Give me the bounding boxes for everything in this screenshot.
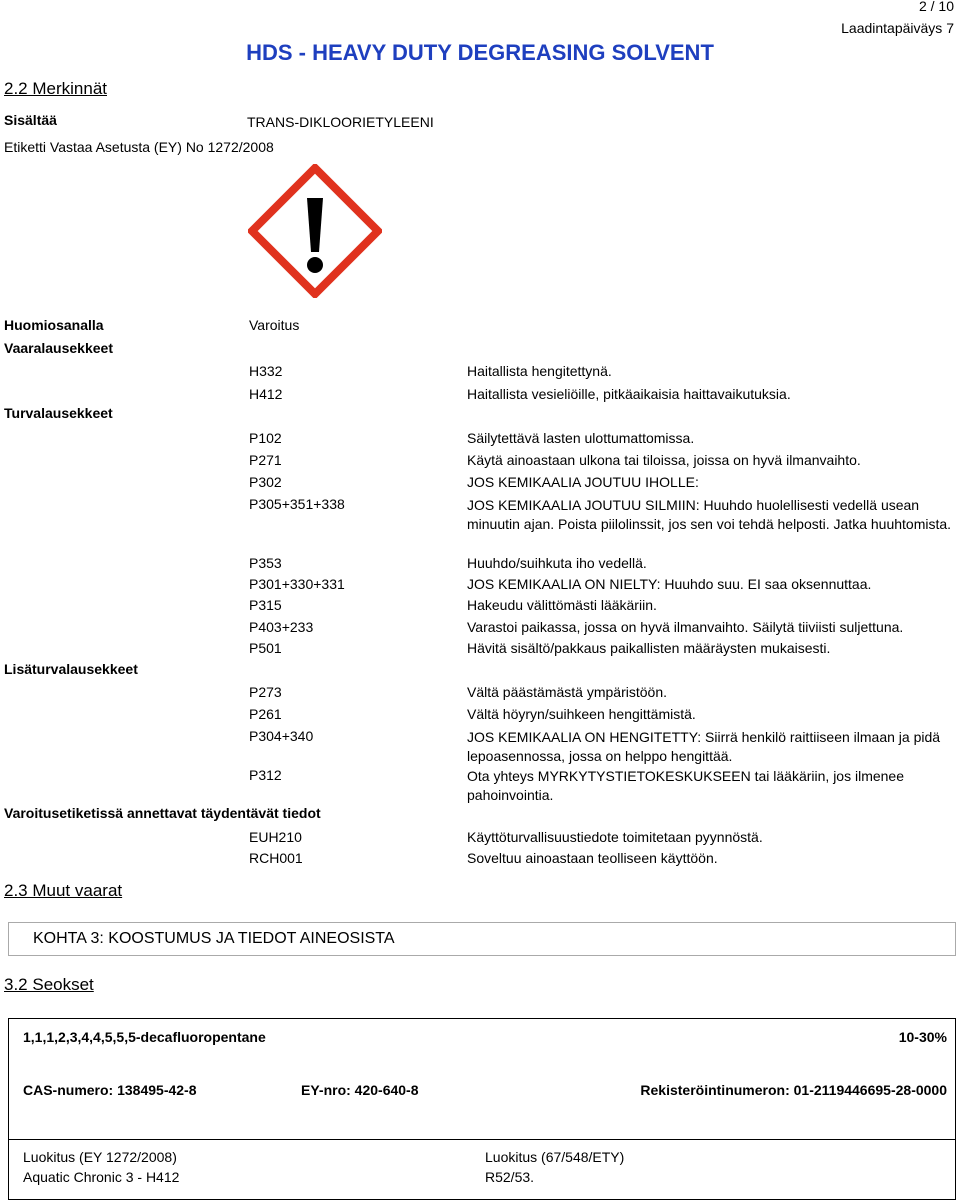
ec-number: EY-nro: 420-640-8: [301, 1082, 419, 1098]
statement-code: P273: [249, 684, 282, 700]
supplemental-statements-label: Lisäturvalausekkeet: [4, 661, 138, 677]
contains-label: Sisältää: [4, 112, 57, 128]
section-heading-2-3: 2.3 Muut vaarat: [4, 881, 123, 900]
statement-text: Varastoi paikassa, jossa on hyvä ilmanvaihto. Säilytä tiiviisti suljettuna.: [467, 619, 904, 635]
precautionary-statements-label: Turvalausekkeet: [4, 405, 113, 421]
additional-info-label: Varoitusetiketissä annettavat täydentävät tiedot: [4, 805, 321, 821]
signal-word-label: Huomiosanalla: [4, 317, 104, 333]
statement-text: JOS KEMIKAALIA JOUTUU IHOLLE:: [467, 474, 699, 490]
component-concentration: 10-30%: [898, 1029, 947, 1045]
statement-code: P302: [249, 474, 282, 490]
component-box: [8, 1018, 956, 1200]
reach-number: Rekisteröintinumeron: 01-2119446695-28-0000: [640, 1082, 947, 1098]
component-divider: [9, 1139, 955, 1140]
statement-text: Haitallista hengitettynä.: [467, 363, 612, 379]
statement-text: JOS KEMIKAALIA JOUTUU SILMIIN: Huuhdo huolellisesti vedellä usean minuutin ajan. Poista piilolinssit, jos sen voi tehdä helposti. Jatka huuhtomista.: [467, 497, 952, 532]
statement-code: P315: [249, 597, 282, 613]
statement-text: Vältä päästämästä ympäristöön.: [467, 684, 667, 700]
section-heading-3-2: 3.2 Seokset: [4, 975, 94, 994]
statement-code: P261: [249, 706, 282, 722]
component-name: 1,1,1,2,3,4,4,5,5,5-decafluoropentane: [23, 1029, 266, 1045]
statement-text: Vältä höyryn/suihkeen hengittämistä.: [467, 706, 696, 722]
statement-code: P301+330+331: [249, 576, 345, 592]
statement-code: P403+233: [249, 619, 314, 635]
document-title: HDS - HEAVY DUTY DEGREASING SOLVENT: [246, 40, 714, 65]
statement-code: P305+351+338: [249, 496, 345, 512]
statement-code: P312: [249, 767, 282, 783]
statement-text: Käyttöturvallisuustiedote toimitetaan pyynnöstä.: [467, 829, 763, 845]
classification-67-label: Luokitus (67/548/ETY): [485, 1149, 625, 1165]
statement-code: P304+340: [249, 728, 314, 744]
statement-text: Huuhdo/suihkuta iho vedellä.: [467, 555, 647, 571]
statement-code: P271: [249, 452, 282, 468]
statement-code: H412: [249, 386, 283, 402]
statement-code: P353: [249, 555, 282, 571]
statement-text: Haitallista vesieliöille, pitkäaikaisia haittavaikutuksia.: [467, 386, 791, 402]
hazard-statements-label: Vaaralausekkeet: [4, 340, 113, 356]
classification-1272-label: Luokitus (EY 1272/2008): [23, 1149, 177, 1165]
regulation-label: Etiketti Vastaa Asetusta (EY) No 1272/2008: [4, 139, 274, 155]
statement-text: Hakeudu välittömästi lääkäriin.: [467, 597, 657, 613]
classification-67-value: R52/53.: [485, 1169, 535, 1185]
statement-code: H332: [249, 363, 283, 379]
page-number: 2 / 10: [918, 0, 954, 14]
section-3-banner: [8, 922, 956, 956]
statement-text: JOS KEMIKAALIA ON NIELTY: Huuhdo suu. EI saa oksennuttaa.: [467, 576, 872, 592]
classification-1272-value: Aquatic Chronic 3 - H412: [23, 1169, 180, 1185]
statement-text: Säilytettävä lasten ulottumattomissa.: [467, 430, 695, 446]
statement-text: Ota yhteys MYRKYTYSTIETOKESKUKSEEN tai lääkäriin, jos ilmenee pahoinvointia.: [467, 768, 905, 803]
statement-code: P501: [249, 640, 282, 656]
statement-code: RCH001: [249, 850, 303, 866]
statement-text: Käytä ainoastaan ulkona tai tiloissa, joissa on hyvä ilmanvaihto.: [467, 452, 861, 468]
revision-date: Laadintapäiväys 7: [841, 20, 954, 36]
contains-value: TRANS-DIKLOORIETYLEENI: [247, 114, 434, 130]
section-3-title: KOHTA 3: KOOSTUMUS JA TIEDOT AINEOSISTA: [33, 930, 395, 947]
signal-word-value: Varoitus: [249, 317, 300, 333]
cas-number: CAS-numero: 138495-42-8: [23, 1082, 197, 1098]
statement-text: JOS KEMIKAALIA ON HENGITETTY: Siirrä henkilö raittiiseen ilmaan ja pidä lepoasennossa, jossa on helppo hengittää.: [467, 729, 941, 764]
statement-code: EUH210: [249, 829, 302, 845]
section-heading-2-2: 2.2 Merkinnät: [4, 79, 107, 98]
statement-text: Soveltuu ainoastaan teolliseen käyttöön.: [467, 850, 718, 866]
exclamation-mark-icon: [248, 164, 382, 298]
statement-code: P102: [249, 430, 282, 446]
statement-text: Hävitä sisältö/pakkaus paikallisten määräysten mukaisesti.: [467, 640, 831, 656]
